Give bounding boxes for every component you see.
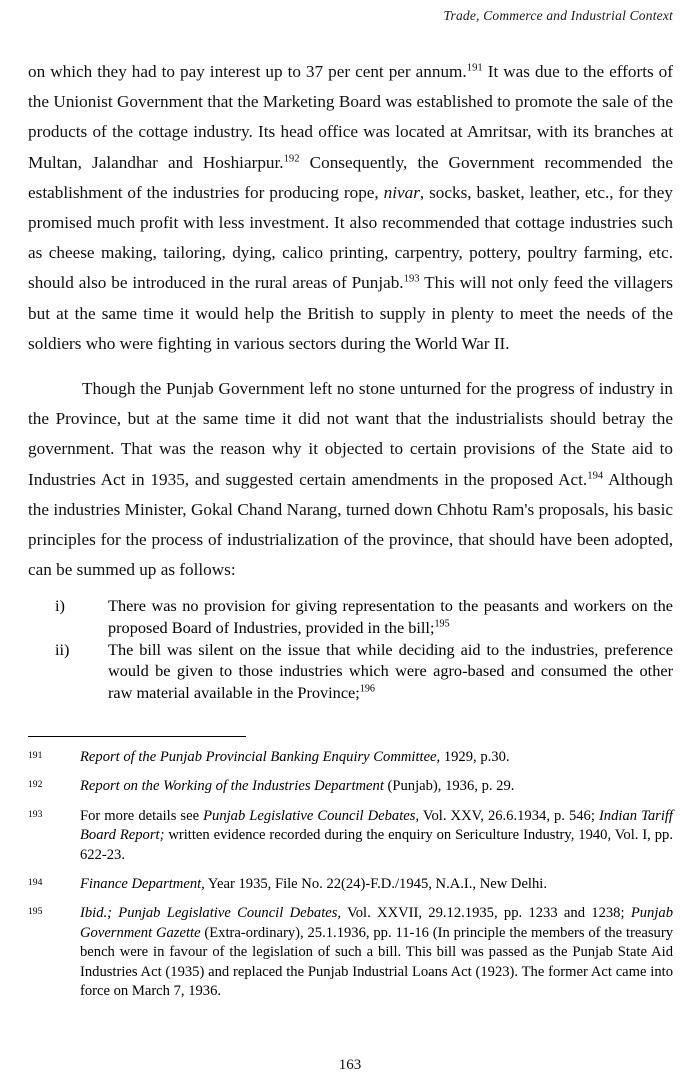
footnote-title-italic: Report on the Working of the Industries Department (80, 778, 384, 795)
footnote-number: 195 (28, 906, 43, 918)
footnote-ref-196[interactable]: 196 (359, 683, 375, 695)
footnote-title-italic: Finance Department, (80, 876, 205, 893)
footnote-text-2: written evidence recorded during the enquiry on Sericulture Industry, 1940, Vol. I, pp. 622-23. (80, 827, 673, 863)
roman-numeral-list (28, 595, 673, 702)
footnote-number: 191 (28, 750, 43, 761)
paragraph-2 (28, 374, 673, 585)
footnote-ref-192[interactable]: 192 (283, 152, 300, 164)
footnote-ref-193[interactable]: 193 (403, 273, 420, 285)
para1-segment-1: on which they had to pay interest up to 37 per cent per annum. (28, 62, 467, 81)
list-item-marker: i) (55, 596, 65, 616)
footnote-title-italic: Ibid.; Punjab Legislative Council Debates, (80, 905, 342, 922)
footnote-text: 1929, p.30. (440, 749, 510, 765)
footnote-number: 194 (28, 877, 43, 889)
footnote-ref-191[interactable]: 191 (466, 62, 483, 74)
footnote-area (28, 736, 673, 1011)
footnote-195 (28, 904, 673, 1001)
italic-term-nivar: nivar (383, 182, 420, 202)
footnote-text: Vol. XXV, 26.6.1934, p. 546; (419, 807, 599, 824)
footnote-number: 193 (28, 808, 43, 820)
footnote-ref-195[interactable]: 195 (434, 618, 450, 630)
list-item-marker: ii) (55, 640, 70, 660)
para2-segment-1: Though the Punjab Government left no stone unturned for the progress of industry in the Province, but at the same time it did not want that the industrialists should betray the government. That was the reason why it objected to certain provisions of the State aid to Industries Act in 1935, and suggested certain amendments in the proposed Act. (28, 379, 673, 489)
footnote-192 (28, 777, 673, 796)
body-text-block (28, 57, 673, 704)
para1-segment-3: Consequently, the Government recommended the establishment of the industries for producing rope, (28, 152, 673, 202)
footnote-number: 192 (28, 779, 43, 791)
footnote-text: Vol. XXVII, 29.12.1935, pp. 1233 and 1238; (341, 905, 631, 922)
footnote-title-italic-2: Punjab Government Gazette (80, 905, 673, 941)
list-item (28, 639, 673, 703)
footnote-separator-rule (28, 736, 246, 737)
footnote-text: (Punjab), 1936, p. 29. (383, 778, 515, 795)
para2-segment-2: Although the industries Minister, Gokal Chand Narang, turned down Chhotu Ram's proposals, his basic principles for the process of industrialization of the province, that should have been adopted, can be summed up as follows: (28, 469, 673, 580)
running-header: Trade, Commerce and Industrial Context (443, 8, 673, 23)
paragraph-1 (28, 57, 673, 359)
para1-segment-4: , socks, basket, leather, etc., for they promised much profit with less investment. It also recommended that cottage industries such as cheese making, tailoring, dying, calico printing, carpentry, pottery, poultry farming, etc. should also be introduced in the rural areas of Punjab. (28, 182, 673, 293)
footnote-text-lead: For more details see (80, 807, 204, 824)
list-item-text: The bill was silent on the issue that while deciding aid to the industries, preference would be given to those industries which were agro-based and consumed the other raw material available in the Province; (108, 640, 673, 702)
para1-segment-2: It was due to the efforts of the Unionist Government that the Marketing Board was established to promote the sale of the products of the cottage industry. Its head office was located at Amritsar, with its branches at Multan, Jalandhar and Hoshiarpur. (28, 62, 673, 172)
footnote-text-2: (Extra-ordinary), 25.1.1936, pp. 11-16 (In principle the members of the treasury bench were in favour of the legislation of such a bill. This bill was passed as the Punjab State Aid Industries Act (1935) and replaced the Punjab Industrial Loans Act (1923). The former Act came into force on March 7, 1936. (80, 924, 673, 1000)
para1-segment-5: This will not only feed the villagers but at the same time it would help the British to supply in plenty to meet the needs of the soldiers who were fighting in various sectors during the World War II. (28, 273, 673, 353)
footnote-191 (28, 748, 673, 767)
footnote-ref-194[interactable]: 194 (587, 469, 604, 481)
footnote-title-italic: Report of the Punjab Provincial Banking Enquiry Committee, (80, 749, 441, 765)
page-number: 163 (338, 1057, 362, 1073)
list-item-text: There was no provision for giving representation to the peasants and workers on the proposed Board of Industries, provided in the bill; (108, 596, 673, 637)
footnote-text: Year 1935, File No. 22(24)-F.D./1945, N.A.I., New Delhi. (204, 876, 547, 893)
list-item (28, 595, 673, 638)
footnote-title-italic: Punjab Legislative Council Debates, (203, 807, 420, 824)
footnote-194 (28, 875, 673, 894)
footnote-193 (28, 807, 673, 865)
footnote-title-italic-2: Indian Tariff Board Report; (80, 807, 673, 844)
